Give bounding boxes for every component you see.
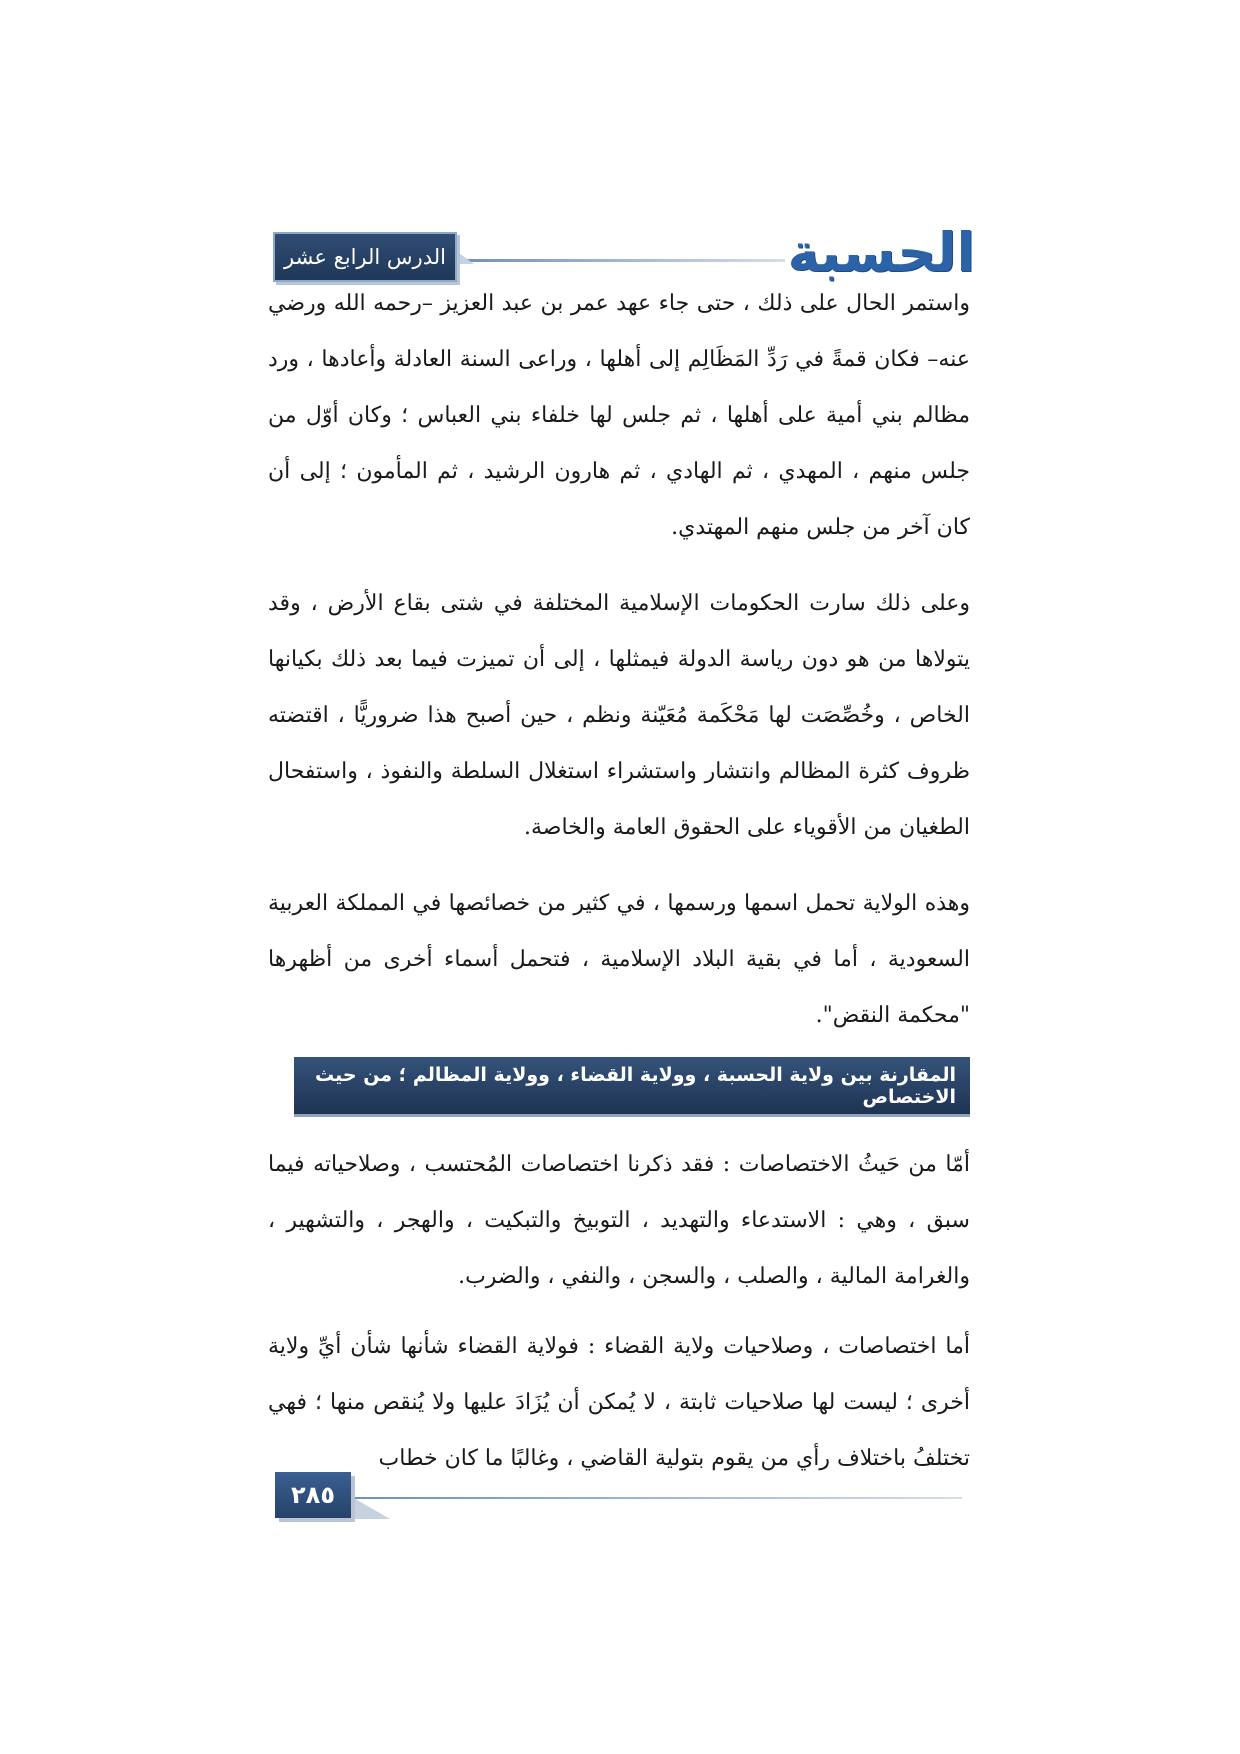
- page-number: ٢٨٥: [275, 1472, 351, 1518]
- paragraph: أما اختصاصات ، وصلاحيات ولاية القضاء : فولاية القضاء شأنها شأن أيِّ ولاية أخرى ؛ ليست لها صلاحيات ثابتة ، لا يُمكن أن يُزَادَ عليها ولا يُنقص منها ؛ فهي تختلفُ باختلاف رأي من يقوم بتولية القاضي ، وغالبًا ما كان خطاب: [268, 1334, 970, 1471]
- section-heading: المقارنة بين ولاية الحسبة ، وولاية القضاء ، وولاية المظالم ؛ من حيث الاختصاص: [294, 1057, 970, 1114]
- page-number-shadow-tail: [352, 1497, 390, 1519]
- paragraph: واستمر الحال على ذلك ، حتى جاء عهد عمر بن عبد العزيز –رحمه الله ورضي عنه– فكان قمةً في رَدِّ المَظَالِم إلى أهلها ، وراعى السنة العادلة وأعادها ، ورد مظالم بني أمية على أهلها ، ثم جلس لها خلفاء بني العباس ؛ وكان أوّل من جلس منهم ، المهدي ، ثم الهادي ، ثم هارون الرشيد ، ثم المأمون ؛ إلى أن كان آخر من جلس منهم المهتدي.: [268, 291, 970, 540]
- body-bottom: [268, 1137, 970, 1487]
- lesson-badge: الدرس الرابع عشر: [273, 232, 457, 282]
- paragraph: أمّا من حَيثُ الاختصاصات : فقد ذكرنا اختصاصات المُحتسب ، وصلاحياته فيما سبق ، وهي : الاستدعاء والتهديد ، التوبيخ والتبكيت ، والهجر ، والتشهير ، والغرامة المالية ، والصلب ، والسجن ، والنفي ، والضرب.: [268, 1152, 970, 1289]
- paragraph: وهذه الولاية تحمل اسمها ورسمها ، في كثير من خصائصها في المملكة العربية السعودية ، أما في بقية البلاد الإسلامية ، فتحمل أسماء أخرى من أظهرها "محكمة النقض".: [268, 891, 970, 1028]
- book-title: الحسبة: [787, 221, 975, 284]
- body-top: [268, 276, 970, 1044]
- header-rule: [455, 259, 785, 262]
- paragraph: وعلى ذلك سارت الحكومات الإسلامية المختلفة في شتى بقاع الأرض ، وقد يتولاها من هو دون رياسة الدولة فيمثلها ، إلى أن تميزت فيما بعد ذلك بكيانها الخاص ، وخُصِّصَت لها مَحْكَمة مُعَيّنة ونظم ، حين أصبح هذا ضروريًّا ، اقتضته ظروف كثرة المظالم وانتشار واستشراء استغلال السلطة والنفوذ ، واستفحال الطغيان من الأقوياء على الحقوق العامة والخاصة.: [268, 591, 970, 840]
- footer-rule: [352, 1497, 962, 1499]
